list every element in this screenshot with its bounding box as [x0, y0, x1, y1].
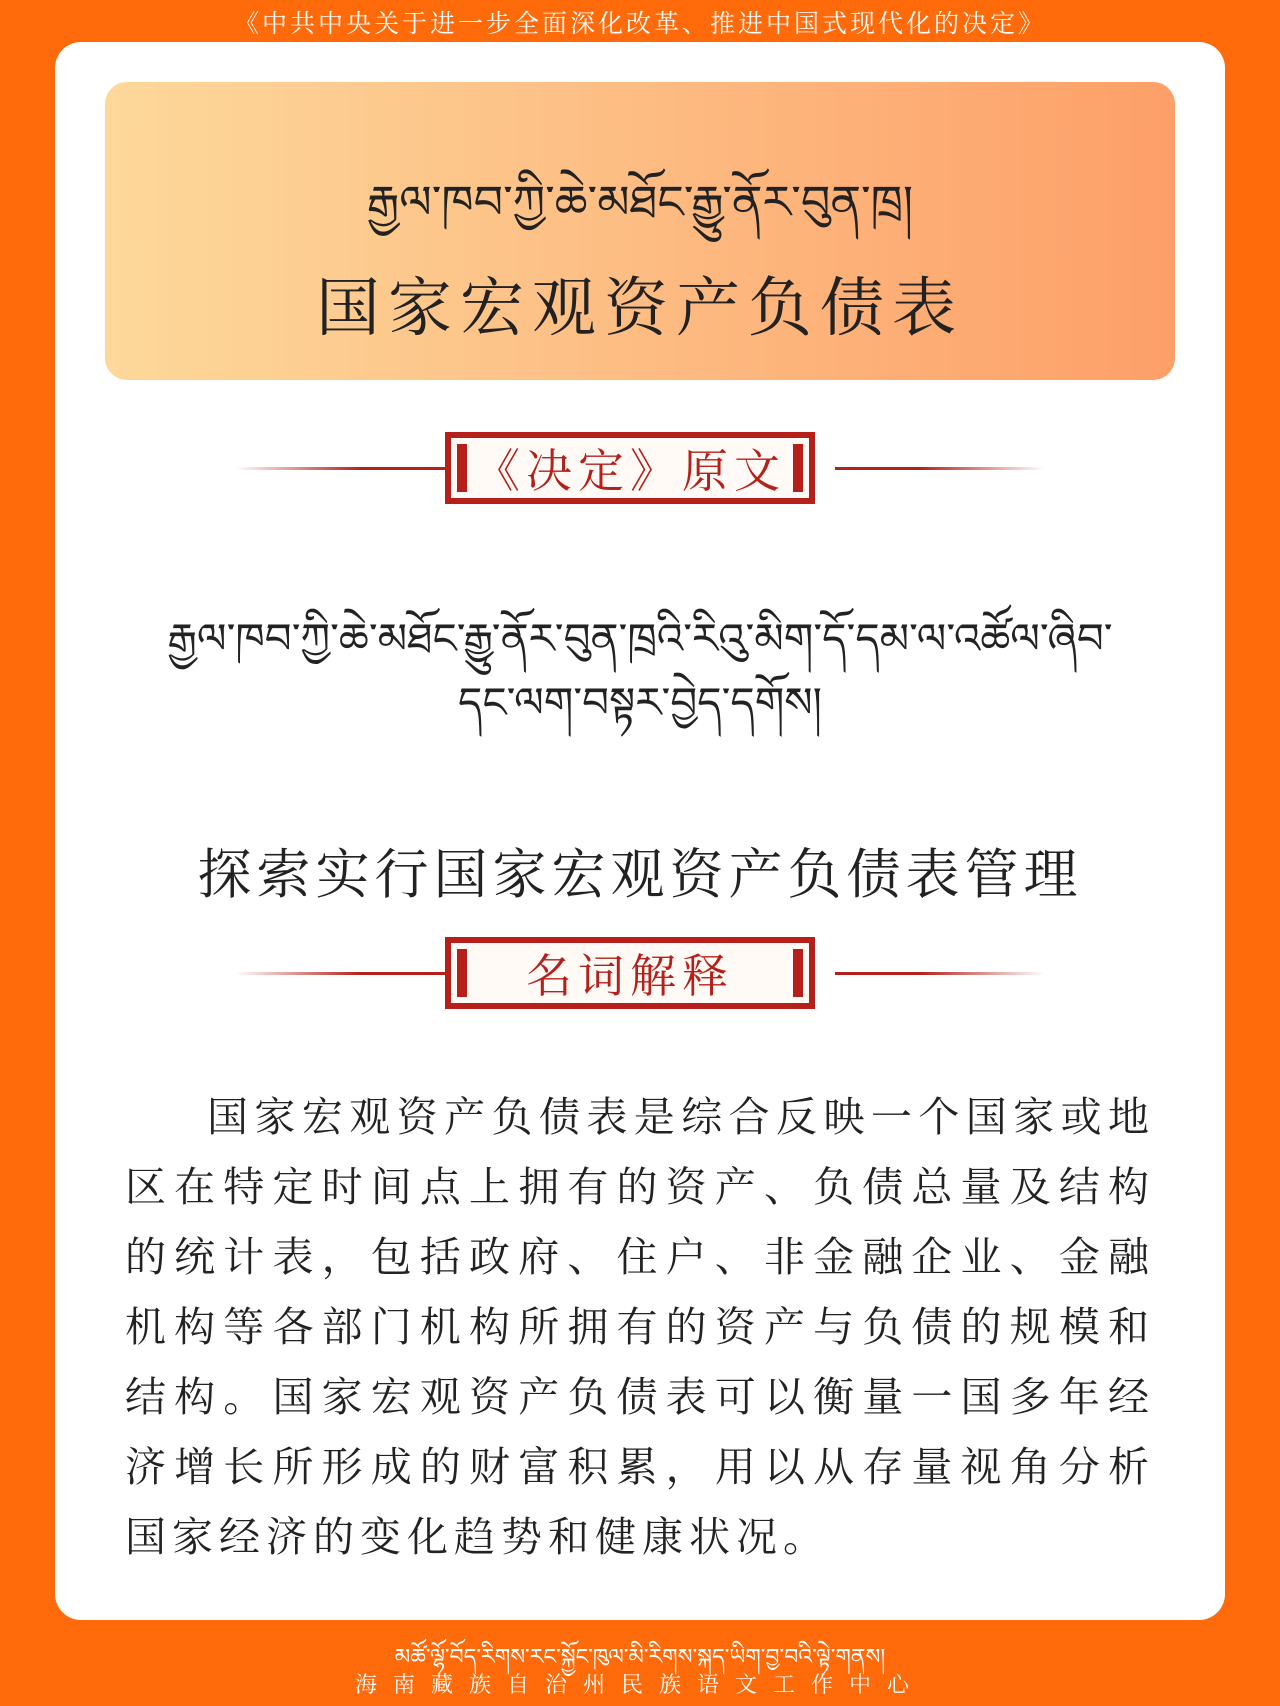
title-banner — [105, 82, 1175, 380]
original-tibetan-text — [115, 607, 1165, 735]
divider-line-left — [235, 972, 445, 975]
glossary-paragraph: 国家宏观资产负债表是综合反映一个国家或地区在特定时间点上拥有的资产、负债总量及结构的统计表，包括政府、住户、非金融企业、金融机构等各部门机构所拥有的资产与负债的规模和结构。国家宏观资产负债表可以衡量一国多年经济增长所形成的财富积累，用以从存量视角分析国家经济的变化趋势和健康状况。 — [125, 1093, 1155, 1561]
divider-line-right — [835, 467, 1045, 470]
banner-tibetan-title: རྒྱལ་ཁབ་ཀྱི་ཆེ་མཐོང་རྒྱུ་ནོར་བུན་ཁྲ། — [366, 175, 914, 229]
document-series-title: 《中共中央关于进一步全面深化改革、推进中国式现代化的决定》 — [233, 9, 1046, 38]
original-tibetan-line-2: དང་ལག་བསྟར་བྱེད་དགོས། — [458, 678, 822, 727]
original-tibetan-line-1: རྒྱལ་ཁབ་ཀྱི་ཆེ་མཐོང་རྒྱུ་ནོར་བུན་ཁྲའི་རིའུ་མིག་དོ་དམ་ལ་འཚོལ་ཞིབ་ — [167, 614, 1113, 663]
footer-tibetan-org: མཚོ་ལྷོ་བོད་རིགས་རང་སྐྱོང་ཁུལ་མི་རིགས་སྐད་ཡིག་བྱ་བའི་ལྟེ་གནས། — [394, 1645, 886, 1670]
footer-chinese-org: 海南藏族自治州民族语文工作中心 — [354, 1673, 925, 1698]
divider-line-right — [835, 972, 1045, 975]
section-header-glossary — [235, 937, 1045, 1009]
content-card — [55, 42, 1225, 1620]
original-chinese-text: 探索实行国家宏观资产负债表管理 — [197, 843, 1083, 906]
section-label-box: 《决定》原文 — [445, 432, 815, 504]
section-label-box: 名词解释 — [445, 937, 815, 1009]
divider-line-left — [235, 467, 445, 470]
banner-chinese-title: 国家宏观资产负债表 — [316, 272, 964, 346]
section-header-original — [235, 432, 1045, 504]
